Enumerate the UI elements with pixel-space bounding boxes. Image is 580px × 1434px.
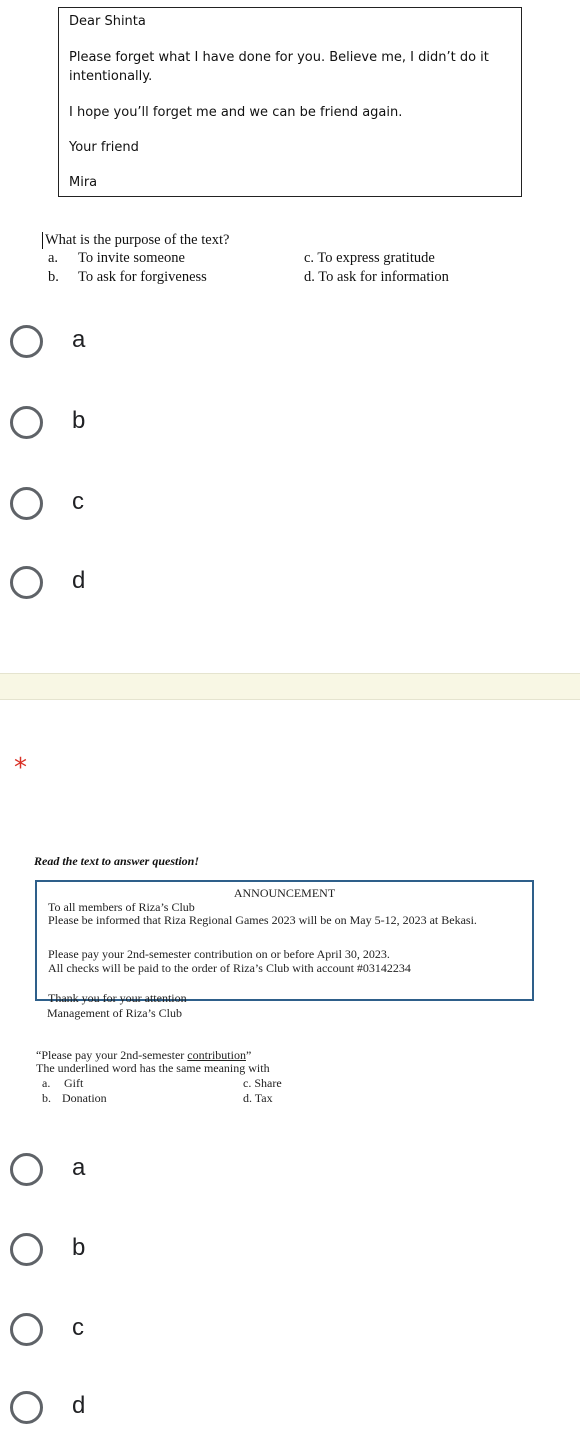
radio-option-label: c xyxy=(72,1314,84,1341)
choice-key: a. xyxy=(42,1076,51,1090)
radio-circle-icon[interactable] xyxy=(10,1233,43,1266)
choice-text: To ask for forgiveness xyxy=(78,269,207,285)
choice-text: Gift xyxy=(64,1076,84,1090)
choice-text: To invite someone xyxy=(78,250,185,266)
instruction-text: Read the text to answer question! xyxy=(34,854,200,868)
radio-option-b[interactable] xyxy=(8,405,208,449)
letter-greeting: Dear Shinta xyxy=(69,14,146,29)
quote-prefix: “Please pay your 2nd-semester xyxy=(36,1048,188,1062)
choice-text: d. To ask for information xyxy=(304,269,449,285)
radio-option-c[interactable] xyxy=(8,486,208,530)
letter-signature: Mira xyxy=(69,175,98,190)
choice-text: d. Tax xyxy=(243,1091,273,1105)
announcement-line: All checks will be paid to the order of Riza’s Club with account #03142234 xyxy=(48,961,411,975)
letter-text-box xyxy=(58,7,522,197)
radio-option-label: a xyxy=(72,1154,86,1181)
radio-circle-icon[interactable] xyxy=(10,487,43,520)
announcement-box xyxy=(35,880,534,1005)
radio-option-label: b xyxy=(72,407,86,434)
announcement-line: Management of Riza’s Club xyxy=(47,1006,182,1020)
radio-option-d[interactable] xyxy=(8,1390,208,1434)
letter-line: intentionally. xyxy=(69,69,153,84)
choice-key: b. xyxy=(42,1091,51,1105)
radio-option-label: d xyxy=(72,567,86,594)
radio-option-a[interactable] xyxy=(8,324,208,368)
announcement-title: ANNOUNCEMENT xyxy=(233,886,336,900)
radio-circle-icon[interactable] xyxy=(10,1391,43,1424)
radio-option-label: a xyxy=(72,326,86,353)
radio-option-label: c xyxy=(72,488,84,515)
announcement-line: To all members of Riza’s Club xyxy=(48,900,195,914)
choice-key: a. xyxy=(48,250,59,266)
radio-option-c[interactable] xyxy=(8,1312,208,1356)
radio-option-label: d xyxy=(72,1392,86,1419)
letter-line: Please forget what I have done for you. Believe me, I didn’t do it xyxy=(69,50,489,65)
required-marker: * xyxy=(14,753,27,783)
radio-circle-icon[interactable] xyxy=(10,1153,43,1186)
letter-closing: Your friend xyxy=(69,140,139,155)
choice-text: c. Share xyxy=(243,1076,282,1090)
radio-option-b[interactable] xyxy=(8,1232,208,1276)
choice-key: b. xyxy=(48,269,59,285)
quote-suffix: ” xyxy=(245,1048,252,1062)
radio-circle-icon[interactable] xyxy=(10,406,43,439)
letter-line: I hope you’ll forget me and we can be friend again. xyxy=(69,105,403,120)
question-prompt: What is the purpose of the text? xyxy=(42,232,229,249)
choice-text: Donation xyxy=(62,1091,107,1105)
radio-circle-icon[interactable] xyxy=(10,1313,43,1346)
section-separator xyxy=(0,673,580,700)
radio-circle-icon[interactable] xyxy=(10,566,43,599)
announcement-line: Please pay your 2nd-semester contribution on or before April 30, 2023. xyxy=(48,947,390,961)
radio-option-a[interactable] xyxy=(8,1152,208,1196)
radio-circle-icon[interactable] xyxy=(10,325,43,358)
radio-option-d[interactable] xyxy=(8,565,208,609)
question-prompt: The underlined word has the same meaning with xyxy=(36,1061,270,1075)
underlined-word: contribution xyxy=(187,1048,246,1062)
announcement-line: Thank you for your attention xyxy=(48,991,187,1005)
announcement-line: Please be informed that Riza Regional Games 2023 will be on May 5-12, 2023 at Bekasi. xyxy=(48,913,477,927)
radio-option-label: b xyxy=(72,1234,86,1261)
choice-text: c. To express gratitude xyxy=(304,250,435,266)
